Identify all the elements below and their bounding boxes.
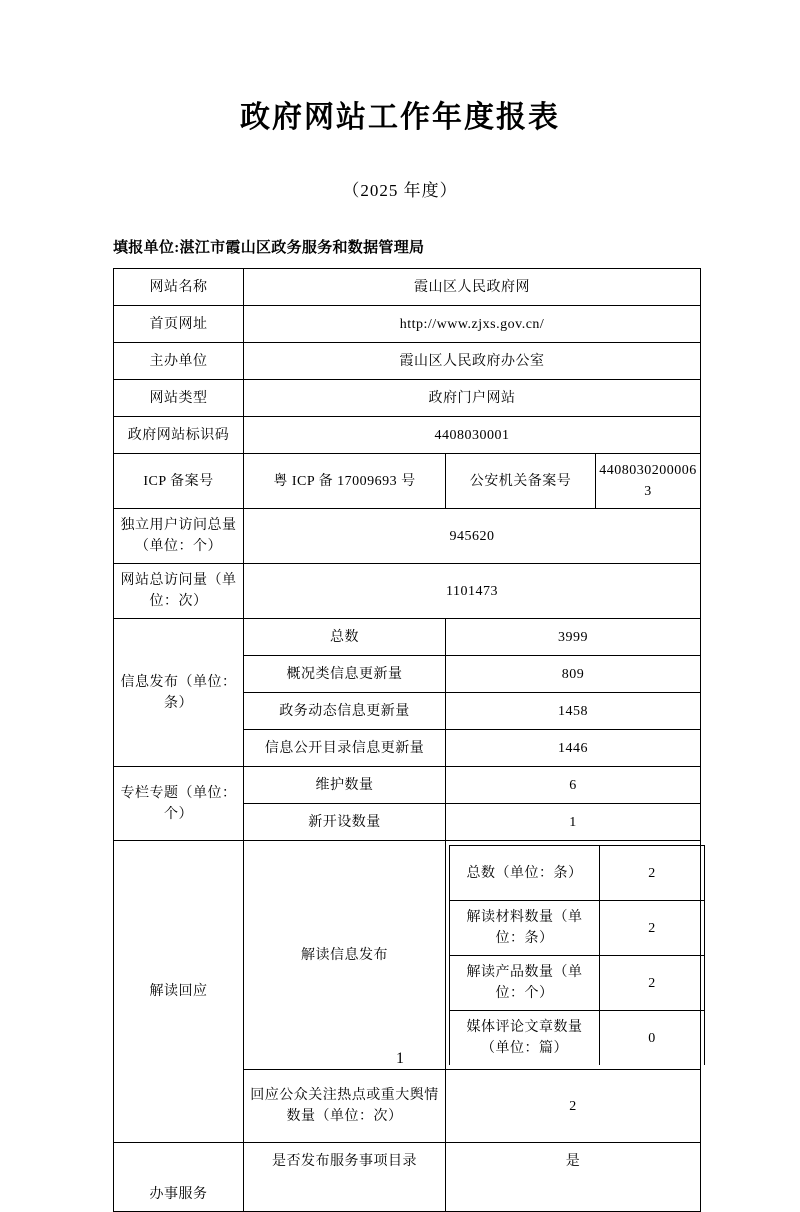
value-host-unit: 霞山区人民政府办公室	[244, 343, 701, 380]
value-info-release-item-1: 809	[446, 656, 701, 693]
value-info-release-item-3: 1446	[446, 730, 701, 767]
value-homepage-url: http://www.zjxs.gov.cn/	[244, 306, 701, 343]
table-row-site-id	[114, 417, 701, 454]
value-info-release-item-0: 3999	[446, 619, 701, 656]
value-police-filing-number: 44080302000063	[596, 454, 701, 509]
subtable-row-materials	[450, 901, 705, 956]
label-service: 办事服务	[114, 1143, 244, 1212]
label-info-release: 信息发布（单位：条）	[114, 619, 244, 767]
table-row-service-catalog	[114, 1143, 701, 1212]
annual-report-table	[113, 268, 701, 1212]
label-site-id-code: 政府网站标识码	[114, 417, 244, 454]
value-interpretation-sub-2: 2	[600, 956, 705, 1011]
label-unique-visitors: 独立用户访问总量（单位：个）	[114, 509, 244, 564]
label-service-catalog: 是否发布服务事项目录	[244, 1143, 446, 1212]
label-host-unit: 主办单位	[114, 343, 244, 380]
table-row-total-visits	[114, 564, 701, 619]
value-icp-number: 粤 ICP 备 17009693 号	[244, 454, 446, 509]
label-interpretation-sub-1: 解读材料数量（单位：条）	[450, 901, 600, 956]
label-icp-number: ICP 备案号	[114, 454, 244, 509]
label-interpretation-response: 解读回应	[114, 841, 244, 1143]
value-public-response: 2	[446, 1070, 701, 1143]
value-column-item-1: 1	[446, 804, 701, 841]
table-row-site-name	[114, 269, 701, 306]
label-info-release-item-2: 政务动态信息更新量	[244, 693, 446, 730]
value-info-release-item-2: 1458	[446, 693, 701, 730]
subtable-row-products	[450, 956, 705, 1011]
interpretation-subtable-host	[446, 841, 701, 1070]
table-row-site-type	[114, 380, 701, 417]
label-site-name: 网站名称	[114, 269, 244, 306]
label-police-filing-number: 公安机关备案号	[446, 454, 596, 509]
label-info-release-item-0: 总数	[244, 619, 446, 656]
value-site-name: 霞山区人民政府网	[244, 269, 701, 306]
value-interpretation-sub-3: 0	[600, 1011, 705, 1066]
label-info-release-item-3: 信息公开目录信息更新量	[244, 730, 446, 767]
label-site-type: 网站类型	[114, 380, 244, 417]
filler-unit-line: 填报单位:湛江市霞山区政务服务和数据管理局	[113, 240, 425, 256]
label-interpretation-sub-0: 总数（单位：条）	[450, 846, 600, 901]
interpretation-subtable	[449, 845, 705, 1065]
label-public-response: 回应公众关注热点或重大舆情数量（单位：次）	[244, 1070, 446, 1143]
table-row-column-maintain	[114, 767, 701, 804]
label-column-item-1: 新开设数量	[244, 804, 446, 841]
table-row-info-release-total	[114, 619, 701, 656]
value-total-visits: 1101473	[244, 564, 701, 619]
label-interpretation-release: 解读信息发布	[244, 841, 446, 1070]
label-info-release-item-1: 概况类信息更新量	[244, 656, 446, 693]
value-column-item-0: 6	[446, 767, 701, 804]
value-site-type: 政府门户网站	[244, 380, 701, 417]
table-row-icp	[114, 454, 701, 509]
label-homepage-url: 首页网址	[114, 306, 244, 343]
page-subtitle: （2025 年度）	[342, 181, 458, 200]
table-row-host-unit	[114, 343, 701, 380]
page-number: 1	[396, 1050, 404, 1067]
table-row-interpretation-release	[114, 841, 701, 1070]
table-row-unique-visitors	[114, 509, 701, 564]
label-column-item-0: 维护数量	[244, 767, 446, 804]
subtable-row-total	[450, 846, 705, 901]
label-total-visits: 网站总访问量（单位：次）	[114, 564, 244, 619]
page-title: 政府网站工作年度报表	[240, 101, 560, 134]
value-service-catalog: 是	[446, 1143, 701, 1212]
label-special-column: 专栏专题（单位：个）	[114, 767, 244, 841]
table-row-homepage	[114, 306, 701, 343]
value-interpretation-sub-1: 2	[600, 901, 705, 956]
value-interpretation-sub-0: 2	[600, 846, 705, 901]
label-interpretation-sub-2: 解读产品数量（单位：个）	[450, 956, 600, 1011]
value-site-id-code: 4408030001	[244, 417, 701, 454]
value-unique-visitors: 945620	[244, 509, 701, 564]
label-interpretation-sub-3: 媒体评论文章数量（单位：篇）	[450, 1011, 600, 1066]
